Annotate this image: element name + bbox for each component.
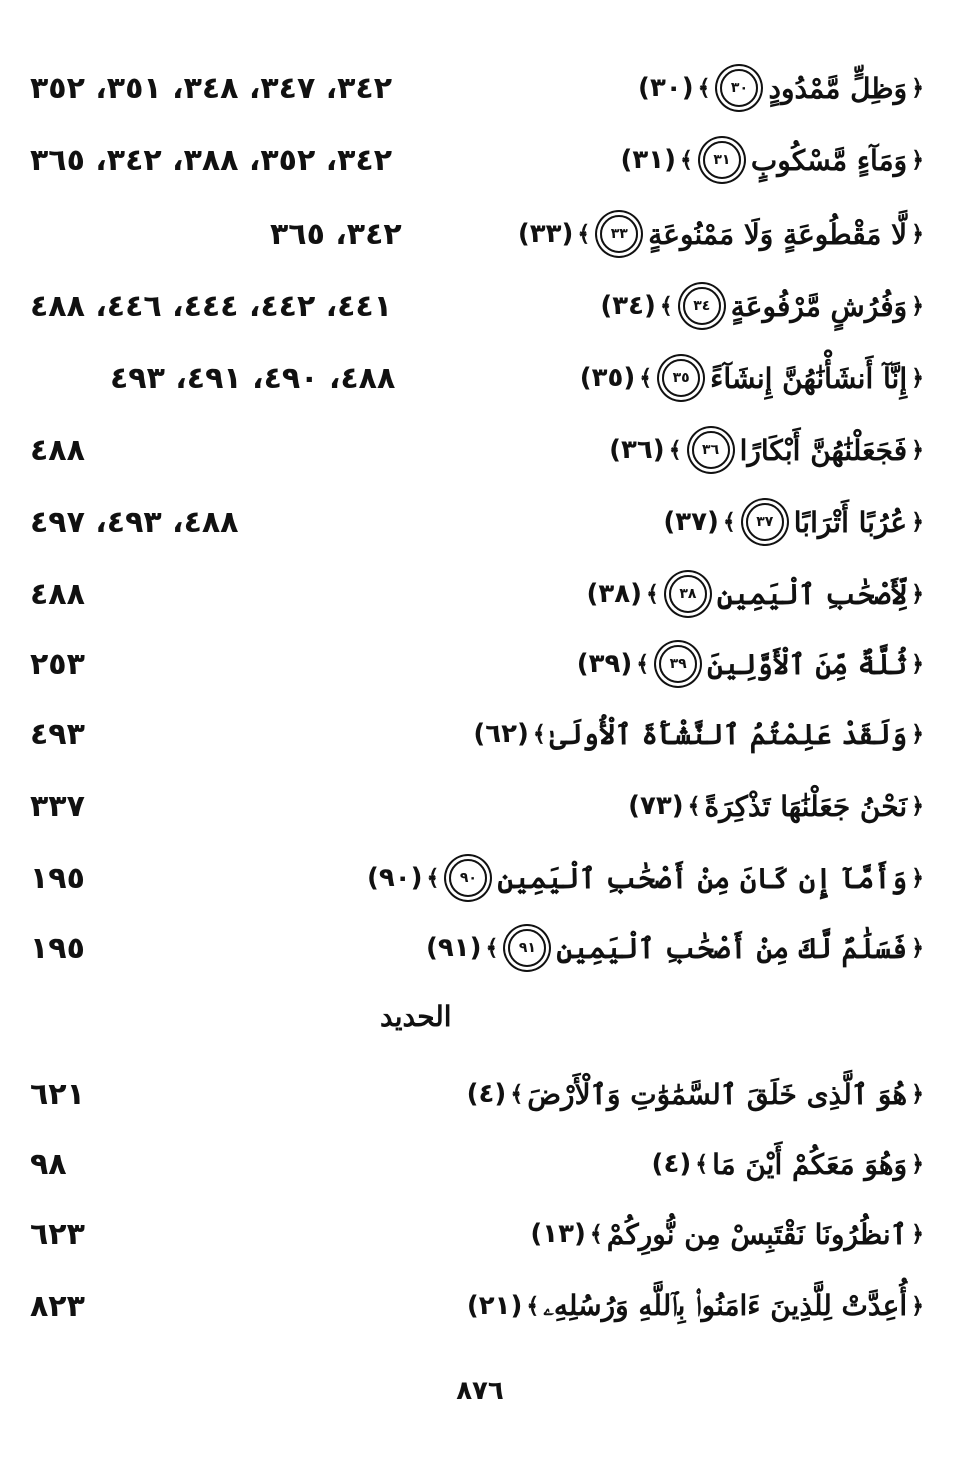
verse-text bbox=[638, 69, 924, 107]
verse-text bbox=[530, 1218, 924, 1251]
index-entry bbox=[30, 1276, 924, 1336]
ornament-open: ﴿ bbox=[911, 721, 924, 747]
page-references: ٤٨٨ bbox=[30, 576, 85, 612]
index-entry bbox=[30, 848, 924, 908]
index-entry bbox=[30, 420, 924, 480]
verse-text bbox=[663, 503, 924, 541]
ayah-number-medallion: ٣٧ bbox=[746, 503, 784, 541]
page-references: ٣٤٢، ٣٤٧، ٣٤٨، ٣٥١، ٣٥٢ bbox=[30, 70, 393, 106]
verse-reference: (٣٣) bbox=[517, 219, 574, 249]
verse-reference: (٩١) bbox=[425, 933, 482, 963]
ornament-close: ﴾ bbox=[722, 509, 736, 535]
verse-text bbox=[426, 929, 924, 967]
index-entry bbox=[30, 58, 924, 118]
ornament-open: ﴿ bbox=[911, 221, 924, 247]
ornament-open: ﴿ bbox=[911, 1221, 924, 1247]
page-references: ٤٩٣ bbox=[30, 716, 85, 752]
ornament-open: ﴿ bbox=[911, 1293, 924, 1319]
ayah-number-medallion: ٩١ bbox=[508, 929, 546, 967]
verse-reference: (٤) bbox=[651, 1149, 692, 1179]
page-references: ٦٢١ bbox=[30, 1076, 85, 1112]
verse-reference: (١٣) bbox=[530, 1219, 586, 1249]
page-references: ٦٢٣ bbox=[30, 1216, 85, 1252]
verse-words: وَفُرُشٍ مَّرْفُوعَةٍ bbox=[730, 289, 908, 323]
index-entry bbox=[30, 276, 924, 336]
verse-words: وَهُوَ مَعَكُمْ أَيْنَ مَا bbox=[712, 1147, 908, 1181]
verse-text bbox=[467, 1078, 924, 1111]
verse-words: فَجَعَلْنَٰهُنَّ أَبْكَارًا bbox=[739, 433, 908, 467]
verse-words: أُعِدَّتْ لِلَّذِينَ ءَامَنُوا۟ بِٱللَّهِ وَرُسُلِهِۦ bbox=[543, 1289, 908, 1322]
page-references: ٤٨٨، ٤٩٠، ٤٩١، ٤٩٣ bbox=[110, 360, 396, 396]
verse-words: عُرُبًا أَتْرَابًا bbox=[793, 505, 908, 539]
verse-text bbox=[473, 718, 924, 751]
verse-words: وَلَقَدْ عَلِمْتُمُ ٱلنَّشْأَةَ ٱلْأُولَىٰ bbox=[549, 717, 908, 751]
verse-text bbox=[609, 431, 924, 469]
verse-reference: (٣٥) bbox=[579, 363, 636, 393]
ornament-open: ﴿ bbox=[911, 509, 924, 535]
ornament-open: ﴿ bbox=[911, 581, 924, 607]
index-entry bbox=[30, 1134, 924, 1194]
verse-text bbox=[586, 575, 924, 613]
ornament-close: ﴾ bbox=[577, 221, 591, 247]
verse-text bbox=[620, 141, 924, 179]
index-entry bbox=[30, 634, 924, 694]
ornament-close: ﴾ bbox=[697, 75, 711, 101]
verse-reference: (٣٩) bbox=[576, 649, 633, 679]
ornament-open: ﴿ bbox=[911, 365, 924, 391]
ornament-close: ﴾ bbox=[485, 935, 499, 961]
index-entry bbox=[30, 1064, 924, 1124]
verse-reference: (٣٤) bbox=[600, 291, 656, 321]
ornament-close: ﴾ bbox=[679, 147, 693, 173]
page-references: ٤٨٨ bbox=[30, 432, 85, 468]
verse-reference: (٣٦) bbox=[609, 435, 665, 465]
ornament-open: ﴿ bbox=[911, 147, 924, 173]
ayah-number-medallion: ٣٠ bbox=[720, 69, 758, 107]
ornament-open: ﴿ bbox=[911, 1151, 924, 1177]
verse-words: وَظِلٍّ مَّمْدُودٍ bbox=[768, 71, 908, 105]
verse-text bbox=[600, 287, 924, 325]
verse-reference: (٧٣) bbox=[628, 791, 684, 821]
ayah-number-medallion: ٣٤ bbox=[683, 287, 721, 325]
verse-words: فَسَلَٰمٌ لَّكَ مِنْ أَصْحَٰبِ ٱلْيَمِينِ bbox=[556, 931, 908, 965]
index-entry bbox=[30, 776, 924, 836]
verse-reference: (٦٢) bbox=[473, 719, 529, 749]
verse-text bbox=[367, 859, 924, 897]
ornament-close: ﴾ bbox=[695, 1151, 709, 1177]
ornament-open: ﴿ bbox=[911, 865, 924, 891]
verse-text bbox=[518, 215, 924, 253]
verse-words: ٱنظُرُونَا نَقْتَبِسْ مِن نُّورِكُمْ bbox=[606, 1217, 908, 1251]
ornament-close: ﴾ bbox=[589, 1221, 603, 1247]
ayah-number-medallion: ٣٣ bbox=[600, 215, 638, 253]
index-entry bbox=[30, 492, 924, 552]
ornament-close: ﴾ bbox=[426, 865, 440, 891]
ornament-open: ﴿ bbox=[911, 793, 924, 819]
ayah-number-medallion: ٣٦ bbox=[692, 431, 730, 469]
verse-words: لَّا مَقْطُوعَةٍ وَلَا مَمْنُوعَةٍ bbox=[648, 217, 908, 251]
verse-text bbox=[652, 1148, 924, 1181]
ayah-number-medallion: ٣٩ bbox=[659, 645, 697, 683]
page-references: ٣٤٢، ٣٦٥ bbox=[270, 216, 402, 252]
ornament-open: ﴿ bbox=[911, 437, 924, 463]
verse-reference: (٩٠) bbox=[367, 863, 423, 893]
verse-text bbox=[577, 645, 924, 683]
index-entry bbox=[30, 1204, 924, 1264]
ornament-close: ﴾ bbox=[646, 581, 659, 607]
page-references: ٢٥٣ bbox=[30, 646, 85, 682]
ornament-close: ﴾ bbox=[687, 793, 701, 819]
page-references: ١٩٥ bbox=[30, 860, 85, 896]
ornament-close: ﴾ bbox=[526, 1293, 540, 1319]
verse-words: لِّأَصْحَٰبِ ٱلْيَمِينِ bbox=[716, 577, 908, 611]
ayah-number-medallion: ٣١ bbox=[703, 141, 741, 179]
page-references: ٩٨ bbox=[30, 1146, 67, 1182]
verse-reference: (٣١) bbox=[620, 145, 676, 175]
ayah-number-medallion: ٣٥ bbox=[662, 359, 700, 397]
verse-words: ثُلَّةٌ مِّنَ ٱلْأَوَّلِينَ bbox=[707, 647, 908, 681]
index-entry bbox=[30, 918, 924, 978]
ornament-open: ﴿ bbox=[911, 935, 924, 961]
ornament-close: ﴾ bbox=[668, 437, 682, 463]
index-entry bbox=[30, 204, 924, 264]
index-entry bbox=[30, 704, 924, 764]
ornament-close: ﴾ bbox=[659, 293, 673, 319]
ornament-close: ﴾ bbox=[532, 721, 546, 747]
ornament-open: ﴿ bbox=[911, 1081, 924, 1107]
index-entry bbox=[30, 130, 924, 190]
ornament-close: ﴾ bbox=[639, 365, 653, 391]
verse-words: إِنَّآ أَنشَأْنَٰهُنَّ إِنشَآءً bbox=[710, 361, 908, 395]
verse-words: وَمَآءٍ مَّسْكُوبٍ bbox=[750, 143, 908, 177]
index-entry bbox=[30, 564, 924, 624]
ornament-close: ﴾ bbox=[510, 1081, 524, 1107]
ornament-close: ﴾ bbox=[636, 651, 650, 677]
page-references: ١٩٥ bbox=[30, 930, 85, 966]
verse-text bbox=[628, 790, 924, 823]
page-references: ٤٨٨، ٤٩٣، ٤٩٧ bbox=[30, 504, 239, 540]
verse-reference: (٣٨) bbox=[586, 579, 642, 609]
verse-words: نَحْنُ جَعَلْنَٰهَا تَذْكِرَةً bbox=[704, 789, 908, 823]
ornament-open: ﴿ bbox=[911, 293, 924, 319]
ornament-open: ﴿ bbox=[911, 75, 924, 101]
page-references: ٨٢٣ bbox=[30, 1288, 85, 1324]
verse-reference: (٣٧) bbox=[663, 507, 719, 537]
index-entry bbox=[30, 348, 924, 408]
page-references: ٤٤١، ٤٤٢، ٤٤٤، ٤٤٦، ٤٨٨ bbox=[30, 288, 393, 324]
ayah-number-medallion: ٣٨ bbox=[669, 575, 707, 613]
verse-reference: (٤) bbox=[466, 1079, 507, 1109]
page-references: ٣٤٢، ٣٥٢، ٣٨٨، ٣٤٢، ٣٦٥ bbox=[30, 142, 393, 178]
verse-words: هُوَ ٱلَّذِى خَلَقَ ٱلسَّمَٰوَٰتِ وَٱلْأَرْضَ bbox=[527, 1077, 908, 1111]
page-number: ٨٧٦ bbox=[456, 1376, 504, 1406]
ayah-number-medallion: ٩٠ bbox=[449, 859, 487, 897]
ornament-open: ﴿ bbox=[911, 651, 924, 677]
verse-text bbox=[580, 359, 924, 397]
page-references: ٣٣٧ bbox=[30, 788, 85, 824]
verse-words: وَأَمَّآ إِن كَانَ مِنْ أَصْحَٰبِ ٱلْيَمِينِ bbox=[497, 861, 908, 895]
verse-text bbox=[467, 1289, 924, 1323]
verse-reference: (٢١) bbox=[466, 1291, 523, 1321]
surah-heading: الحديد bbox=[380, 1000, 452, 1033]
verse-reference: (٣٠) bbox=[638, 73, 694, 103]
